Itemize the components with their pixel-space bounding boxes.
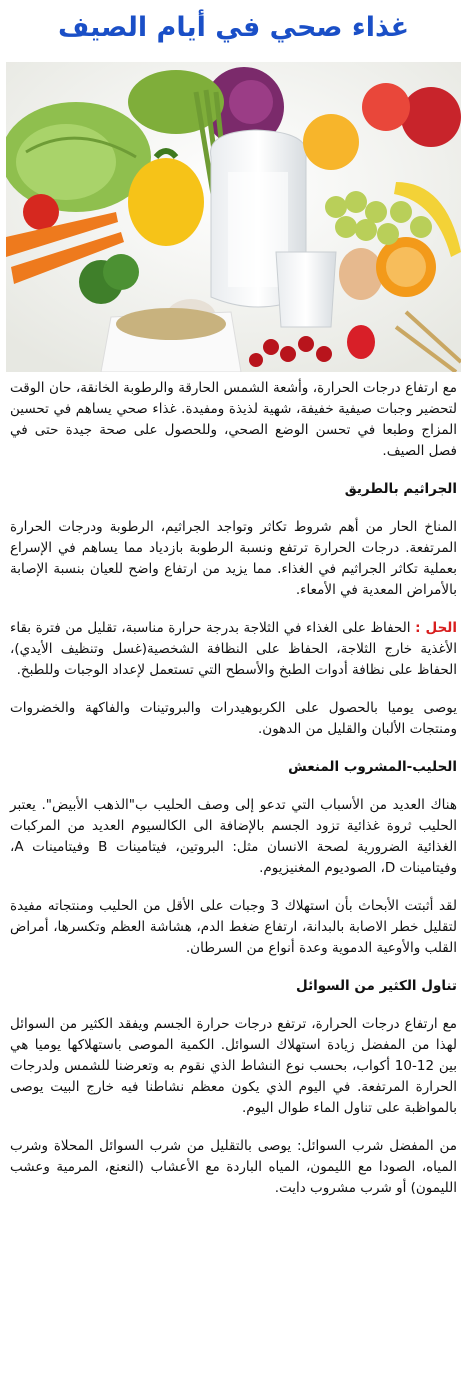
solution-text: الحفاظ على الغذاء في الثلاجة بدرجة حرارة مناسبة، تقليل من فترة بقاء الأغذية خارج الثلاجة، الحفاظ على النظافة الشخصية(غسل وتنظيف الأيدي)، الحفاظ على نظافة أدوات الطبخ والأسطح التي تستعمل لإعداد الوجبات وللطبخ. [10,620,457,678]
section-heading-germs: الجراثيم بالطريق [344,481,457,497]
fluids-paragraph-2: من المفضل شرب السوائل: يوصى بالتقليل من شرب السوائل المحلاة وشرب المياه، الصودا مع الليمون، المياه الباردة مع الأعشاب (النعنع، المرمية وعشب الليمون) أو شرب مشروب دايت. [10,1138,457,1196]
section-heading-fluids: تناول الكثير من السوائل [296,978,457,994]
article-title: غذاء صحي في أيام الصيف [57,12,410,43]
daily-intake-paragraph: يوصى يوميا بالحصول على الكربوهيدرات والبروتينات والفاكهة والخضروات ومنتجات الألبان والقليل من الدهون. [10,700,457,737]
intro-paragraph: مع ارتفاع درجات الحرارة، وأشعة الشمس الحارقة والرطوبة الخانقة، حان الوقت لتحضير وجبات صيفية خفيفة، شهية لذيذة ومفيدة. غذاء صحي يساهم في تحسين المزاج وطبعا في تحسن الوضع الصحي، وللحصول على صحة جيدة حتى في فصل الصيف. [10,380,457,459]
solution-paragraph [10,618,457,681]
milk-paragraph-2: لقد أثبتت الأبحاث بأن استهلاك 3 وجبات على الأقل من الحليب ومنتجاته مفيدة لتقليل خطر الاصابة بالبدانة، ارتفاع ضغط الدم، هشاشة العظم وتكسرها، أمراض القلب والأوعية الدموية وعدة أنواع من السرطان. [10,898,457,956]
fluids-paragraph-1: مع ارتفاع درجات الحرارة، ترتفع درجات حرارة الجسم ويفقد الكثير من السوائل لهذا من المفضل زيادة استهلاك السوائل. الكمية الموصى باستهلاكها يوميا هي بين 12-10 أكواب، بحسب نوع النشاط الذي نقوم به وتعرضنا للشمس ولدرجات الحرارة المرتفعة. في اليوم الذي يكون معظم نشاطنا فيه خارج البيت يوصى بالمواظبة على تناول الماء طوال اليوم. [10,1016,457,1116]
food-photo [6,62,461,372]
solution-label: الحل : [415,620,457,636]
section-heading-milk: الحليب-المشروب المنعش [288,759,457,775]
article-body [10,378,457,1216]
milk-paragraph-1: هناك العديد من الأسباب التي تدعو إلى وصف الحليب ب"الذهب الأبيض". يعتبر الحليب ثروة غذائية تزود الجسم بالإضافة الى الكالسيوم العديد من المركبات الغذائية الضرورية لصحة الانسان مثل: البروتين، فيتامينات B وفيتامينات A، وفيتامينات D، الصوديوم المغنيزيوم. [10,797,457,876]
germs-paragraph: المناخ الحار من أهم شروط تكاثر وتواجد الجراثيم، الرطوبة ودرجات الحرارة المرتفعة. درجات الحرارة ترتفع ونسبة الرطوبة بازدياد مما يساهم في الإسراع بعملية تكاثر الجراثيم في الغذاء. مما يزيد من ارتفاع واضح للعيان بنسبة الإصابة بالأمراض المعدية في الأمعاء. [10,519,457,598]
